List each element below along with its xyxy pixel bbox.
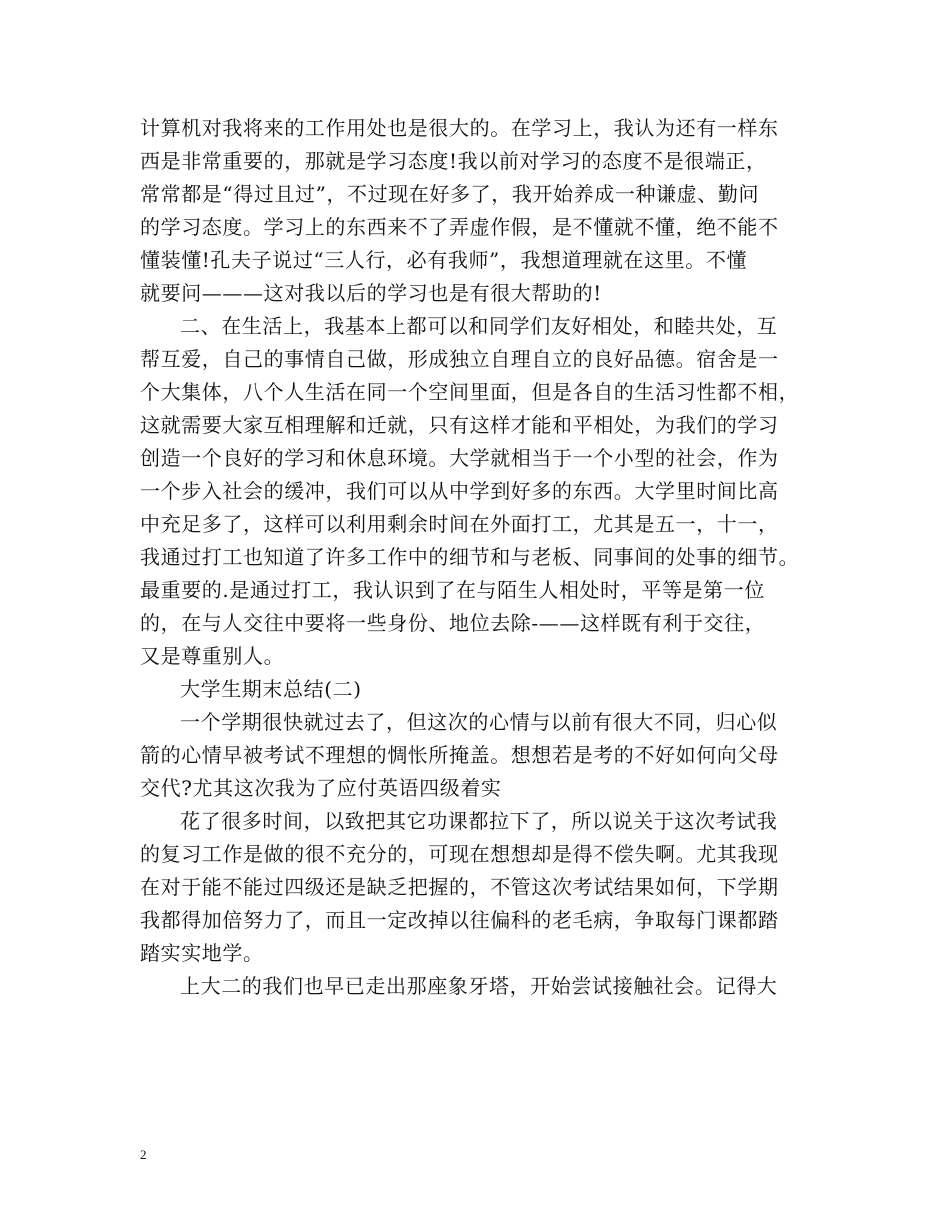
text-line: 踏实实地学。 bbox=[140, 941, 264, 965]
text-line: 一个步入社会的缓冲，我们可以从中学到好多的东西。大学里时间比高 bbox=[140, 479, 779, 503]
text-line: 箭的心情早被考试不理想的惆怅所掩盖。想想若是考的不好如何向父母 bbox=[140, 743, 779, 767]
text-line: 西是非常重要的，那就是学习态度!我以前对学习的态度不是很端正， bbox=[140, 149, 767, 173]
text-line: 交代?尤其这次我为了应付英语四级着实 bbox=[140, 776, 502, 800]
text-line: 中充足多了，这样可以利用剩余时间在外面打工，尤其是五一，十一， bbox=[140, 512, 779, 536]
page-number: 2 bbox=[140, 1147, 147, 1162]
text-line: 常常都是“得过且过”，不过现在好多了，我开始养成一种谦虚、勤问 bbox=[140, 182, 760, 206]
text-line: 这就需要大家互相理解和迁就，只有这样才能和平相处，为我们的学习 bbox=[140, 413, 779, 437]
text-line: 帮互爱，自己的事情自己做，形成独立自理自立的良好品德。宿舍是一 bbox=[140, 347, 779, 371]
paragraph-start-line: 一个学期很快就过去了，但这次的心情与以前有很大不同，归心似 bbox=[180, 710, 778, 734]
text-line: 的，在与人交往中要将一些身份、地位去除-——这样既有利于交往， bbox=[140, 611, 766, 635]
text-line: 懂装懂!孔夫子说过“三人行，必有我师”，我想道理就在这里。不懂 bbox=[140, 248, 748, 272]
paragraph-start-line: 花了很多时间，以致把其它功课都拉下了，所以说关于这次考试我 bbox=[180, 809, 778, 833]
document-body bbox=[140, 112, 830, 1003]
text-line: 在对于能不能过四级还是缺乏把握的，不管这次考试结果如何，下学期 bbox=[140, 875, 779, 899]
text-line: 的复习工作是做的很不充分的，可现在想想却是得不偿失啊。尤其我现 bbox=[140, 842, 779, 866]
text-line: 创造一个良好的学习和休息环境。大学就相当于一个小型的社会，作为 bbox=[140, 446, 779, 470]
text-line: 我通过打工也知道了许多工作中的细节和与老板、同事间的处事的细节。 bbox=[140, 545, 800, 569]
paragraph-start-line: 二、在生活上，我基本上都可以和同学们友好相处，和睦共处，互 bbox=[180, 314, 778, 338]
text-line: 就要问———这对我以后的学习也是有很大帮助的! bbox=[140, 281, 602, 305]
text-line: 又是尊重别人。 bbox=[140, 644, 285, 668]
text-line: 个大集体，八个人生活在同一个空间里面，但是各自的生活习性都不相， bbox=[140, 380, 800, 404]
text-line: 我都得加倍努力了，而且一定改掉以往偏科的老毛病，争取每门课都踏 bbox=[140, 908, 779, 932]
text-line: 计算机对我将来的工作用处也是很大的。在学习上，我认为还有一样东 bbox=[140, 116, 779, 140]
paragraph-start-line: 上大二的我们也早已走出那座象牙塔，开始尝试接触社会。记得大 bbox=[180, 974, 778, 998]
text-line: 的学习态度。学习上的东西来不了弄虚作假，是不懂就不懂，绝不能不 bbox=[140, 215, 779, 239]
text-line: 最重要的.是通过打工，我认识到了在与陌生人相处时，平等是第一位 bbox=[140, 578, 765, 602]
section-heading: 大学生期末总结(二) bbox=[180, 677, 362, 701]
